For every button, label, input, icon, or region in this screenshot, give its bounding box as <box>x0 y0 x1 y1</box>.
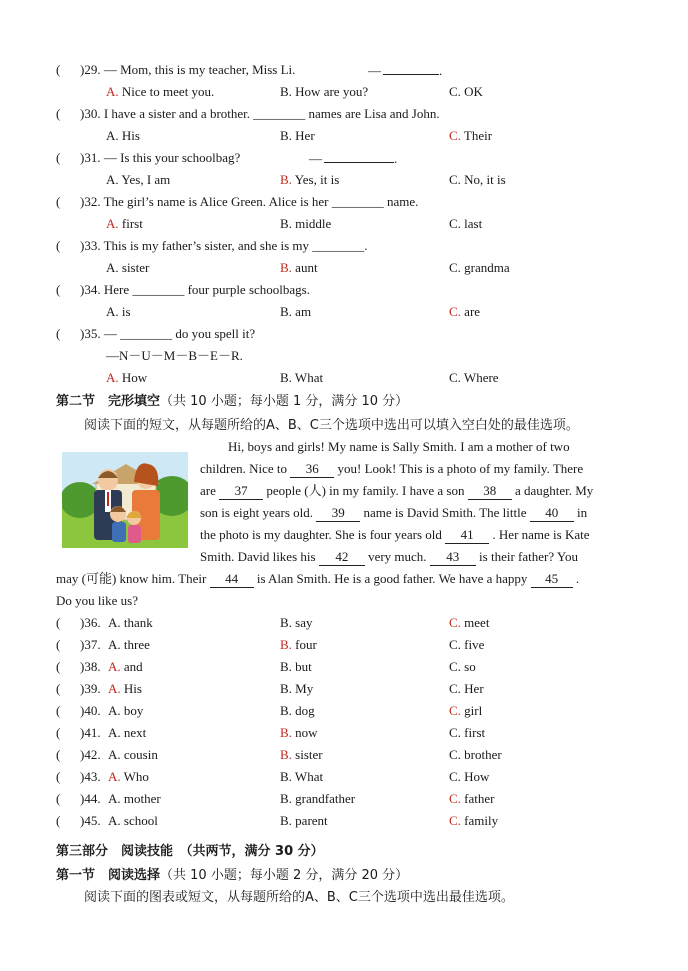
part-detail: （共两节，满分 30 分） <box>186 844 324 859</box>
passage-text: in <box>576 505 588 520</box>
option-letter: A. <box>108 703 121 718</box>
question-number: )36. <box>80 615 101 630</box>
passage-line <box>228 436 570 458</box>
passage-line <box>56 568 579 590</box>
option-text: last <box>460 216 483 231</box>
option-text: now <box>291 725 318 740</box>
option-letter: A. <box>106 84 119 99</box>
question-number: )40. <box>80 703 101 718</box>
option-text: so <box>460 659 476 674</box>
question-row <box>0 700 688 722</box>
option-text: Where <box>460 370 499 385</box>
passage-text: are <box>200 483 216 498</box>
option-c <box>449 169 506 191</box>
answer-paren: ( <box>56 615 61 630</box>
option-b <box>280 700 315 722</box>
option-b <box>280 810 328 832</box>
passage-text: you! Look! This is a photo of my family. There <box>337 461 584 476</box>
option-letter: C. <box>449 304 461 319</box>
option-letter: B. <box>280 747 292 762</box>
question-stem: )29. — Mom, this is my teacher, Miss Li. <box>80 62 296 77</box>
question-number: )38. <box>80 659 101 674</box>
option-b <box>280 744 323 766</box>
question-stem: )35. — ________ do you spell it? <box>80 326 256 341</box>
option-c <box>449 367 499 389</box>
options-row <box>0 125 688 147</box>
question-row <box>0 59 688 81</box>
option-a <box>108 722 146 744</box>
option-text: say <box>291 615 313 630</box>
question-number: )37. <box>80 637 101 652</box>
spelling-row <box>0 345 688 367</box>
option-text: His <box>120 681 142 696</box>
option-letter: C. <box>449 172 461 187</box>
cloze-blank: 38 <box>468 483 512 500</box>
option-letter: C. <box>449 813 461 828</box>
passage-line <box>200 502 587 524</box>
option-c <box>449 700 482 722</box>
answer-paren: ( <box>56 282 61 297</box>
answer-paren: ( <box>56 62 61 77</box>
options-row <box>0 367 688 389</box>
option-letter: C. <box>449 769 461 784</box>
option-letter: A. <box>108 681 121 696</box>
option-text: first <box>118 216 143 231</box>
section-instruction: 阅读下面的图表或短文，从每题所给的A、B、C三个选项中选出最佳选项。 <box>84 890 514 905</box>
option-letter: A. <box>108 725 121 740</box>
option-c <box>449 678 484 700</box>
answer-blank <box>324 147 394 163</box>
option-text: cousin <box>120 747 158 762</box>
option-c <box>449 722 485 744</box>
option-letter: C. <box>449 747 461 762</box>
passage-line <box>200 524 590 546</box>
option-a <box>106 367 147 389</box>
option-text: family <box>460 813 499 828</box>
passage-text: very much. <box>368 549 427 564</box>
option-letter: B. <box>280 813 292 828</box>
question-number: )44. <box>80 791 101 806</box>
option-letter: A. <box>106 260 119 275</box>
answer-paren: ( <box>56 238 61 253</box>
option-text: sister <box>291 747 323 762</box>
spelling-answer: —N－U－M－B－E－R. <box>106 348 243 363</box>
passage-text: son is eight years old. <box>200 505 314 520</box>
option-letter: C. <box>449 681 461 696</box>
option-text: aunt <box>291 260 318 275</box>
answer-paren: ( <box>56 769 61 784</box>
question-row <box>0 766 688 788</box>
option-letter: B. <box>280 703 292 718</box>
section-detail: （共 10 小题；每小题 2 分，满分 20 分） <box>160 868 409 883</box>
option-text: meet <box>460 615 490 630</box>
option-letter: B. <box>280 681 292 696</box>
option-a <box>108 766 149 788</box>
option-a <box>108 810 158 832</box>
option-text: am <box>291 304 312 319</box>
option-text: are <box>460 304 481 319</box>
option-letter: B. <box>280 791 292 806</box>
passage-text: Smith. David likes his <box>200 549 316 564</box>
question-row <box>0 103 688 125</box>
option-text: sister <box>118 260 150 275</box>
option-b <box>280 169 339 191</box>
option-b <box>280 678 313 700</box>
passage-text: name is David Smith. The little <box>363 505 527 520</box>
section-heading <box>56 864 408 883</box>
option-a <box>106 169 170 191</box>
option-letter: C. <box>449 791 461 806</box>
option-text: How are you? <box>291 84 369 99</box>
option-text: His <box>118 128 140 143</box>
question-row <box>0 147 688 169</box>
options-row <box>0 257 688 279</box>
option-a <box>106 125 140 147</box>
option-letter: B. <box>280 637 292 652</box>
passage-text: Do you like us? <box>56 593 138 608</box>
section-heading <box>56 390 408 409</box>
passage-text: . Her name is Kate <box>492 527 590 542</box>
option-text: Who <box>120 769 149 784</box>
answer-paren: ( <box>56 703 61 718</box>
option-text: middle <box>291 216 332 231</box>
question-stem: )33. This is my father’s sister, and she is my ________. <box>80 238 368 253</box>
passage-text: people (人) in my family. I have a son <box>266 483 465 498</box>
option-letter: C. <box>449 128 461 143</box>
section-instruction: 阅读下面的短文，从每题所给的A、B、C三个选项中选出可以填入空白处的最佳选项。 <box>84 418 579 433</box>
options-row <box>0 213 688 235</box>
option-letter: B. <box>280 725 292 740</box>
answer-paren: ( <box>56 150 61 165</box>
answer-paren: ( <box>56 813 61 828</box>
option-a <box>106 213 143 235</box>
question-number: )45. <box>80 813 101 828</box>
option-text: is <box>118 304 131 319</box>
option-text: parent <box>291 813 328 828</box>
option-c <box>449 81 483 103</box>
passage-text: Hi, boys and girls! My name is Sally Smith. I am a mother of two <box>228 439 570 454</box>
cloze-blank: 37 <box>219 483 263 500</box>
question-number: )41. <box>80 725 101 740</box>
option-letter: B. <box>280 260 292 275</box>
answer-paren: ( <box>56 194 61 209</box>
question-row <box>0 323 688 345</box>
passage-line <box>200 480 593 502</box>
option-text: boy <box>120 703 144 718</box>
option-text: school <box>120 813 158 828</box>
answer-paren: ( <box>56 106 61 121</box>
question-row <box>0 191 688 213</box>
cloze-blank: 43 <box>430 549 476 566</box>
option-c <box>449 744 502 766</box>
passage-text: a daughter. My <box>514 483 594 498</box>
option-b <box>280 213 331 235</box>
option-b <box>280 656 312 678</box>
option-b <box>280 81 368 103</box>
option-text: No, it is <box>460 172 506 187</box>
cloze-blank: 40 <box>530 505 574 522</box>
option-letter: B. <box>280 370 292 385</box>
option-c <box>449 125 492 147</box>
option-letter: C. <box>449 216 461 231</box>
option-letter: A. <box>106 216 119 231</box>
option-letter: B. <box>280 659 292 674</box>
passage-text: may (可能) know him. Their <box>56 571 207 586</box>
option-letter: C. <box>449 615 461 630</box>
question-row <box>0 678 688 700</box>
cloze-blank: 39 <box>316 505 360 522</box>
option-b <box>280 612 313 634</box>
question-stem: )34. Here ________ four purple schoolbags. <box>80 282 310 297</box>
option-b <box>280 788 355 810</box>
option-letter: B. <box>280 769 292 784</box>
question-number: )42. <box>80 747 101 762</box>
option-letter: A. <box>106 304 119 319</box>
option-text: but <box>291 659 312 674</box>
option-b <box>280 257 318 279</box>
option-b <box>280 301 311 323</box>
question-row <box>0 810 688 832</box>
section-title: 第一节 阅读选择 <box>56 868 161 883</box>
question-row <box>0 279 688 301</box>
option-a <box>106 257 149 279</box>
option-letter: B. <box>280 84 292 99</box>
question-row <box>0 612 688 634</box>
option-c <box>449 301 480 323</box>
option-letter: A. <box>108 747 121 762</box>
option-c <box>449 612 489 634</box>
option-b <box>280 367 323 389</box>
option-letter: C. <box>449 703 461 718</box>
option-text: next <box>120 725 147 740</box>
answer-paren: ( <box>56 637 61 652</box>
option-a <box>108 656 143 678</box>
option-text: Her <box>291 128 315 143</box>
answer-dash: — . <box>368 59 442 82</box>
option-text: brother <box>460 747 502 762</box>
option-text: grandma <box>460 260 510 275</box>
option-c <box>449 788 494 810</box>
part-title: 第三部分 阅读技能 <box>56 844 187 859</box>
cloze-blank: 44 <box>210 571 254 588</box>
passage-text: the photo is my daughter. She is four years old <box>200 527 442 542</box>
option-letter: B. <box>280 304 292 319</box>
family-photo-illustration <box>62 452 188 548</box>
question-number: )39. <box>80 681 101 696</box>
question-row <box>0 788 688 810</box>
question-row <box>0 722 688 744</box>
part-heading <box>56 840 324 859</box>
passage-line <box>200 458 583 480</box>
option-letter: A. <box>108 637 121 652</box>
answer-paren: ( <box>56 681 61 696</box>
question-stem: )31. — Is this your schoolbag? <box>80 150 241 165</box>
option-c <box>449 766 489 788</box>
option-letter: A. <box>108 769 121 784</box>
option-text: four <box>291 637 317 652</box>
option-letter: C. <box>449 84 461 99</box>
option-letter: C. <box>449 659 461 674</box>
option-text: mother <box>120 791 161 806</box>
option-b <box>280 125 315 147</box>
question-stem: )30. I have a sister and a brother. ________ names are Lisa and John. <box>80 106 440 121</box>
question-row <box>0 634 688 656</box>
option-c <box>449 634 484 656</box>
option-a <box>106 81 214 103</box>
options-row <box>0 81 688 103</box>
answer-paren: ( <box>56 326 61 341</box>
option-text: Their <box>460 128 493 143</box>
section-title: 第二节 完形填空 <box>56 394 161 409</box>
option-a <box>108 788 161 810</box>
option-c <box>449 257 510 279</box>
option-text: thank <box>120 615 153 630</box>
answer-blank <box>383 59 439 75</box>
option-a <box>108 700 143 722</box>
option-letter: A. <box>108 615 121 630</box>
option-b <box>280 766 323 788</box>
passage-text: children. Nice to <box>200 461 287 476</box>
answer-dash: — . <box>309 147 397 170</box>
passage-text: is their father? You <box>479 549 578 564</box>
options-row <box>0 301 688 323</box>
option-a <box>106 301 131 323</box>
option-text: Her <box>460 681 484 696</box>
option-text: Yes, I am <box>118 172 171 187</box>
option-letter: A. <box>108 791 121 806</box>
passage-text: . <box>575 571 580 586</box>
option-text: first <box>460 725 486 740</box>
cloze-blank: 45 <box>531 571 573 588</box>
option-text: What <box>291 769 324 784</box>
option-letter: B. <box>280 216 292 231</box>
option-a <box>108 744 158 766</box>
passage-line <box>56 590 138 612</box>
section-detail: （共 10 小题；每小题 1 分，满分 10 分） <box>160 394 409 409</box>
cloze-blank: 36 <box>290 461 334 478</box>
option-letter: A. <box>106 128 119 143</box>
question-row <box>0 744 688 766</box>
answer-paren: ( <box>56 725 61 740</box>
option-text: dog <box>291 703 315 718</box>
option-a <box>108 634 150 656</box>
option-text: girl <box>460 703 483 718</box>
option-text: Nice to meet you. <box>118 84 215 99</box>
option-a <box>108 612 153 634</box>
option-text: OK <box>460 84 483 99</box>
option-c <box>449 213 482 235</box>
question-row <box>0 656 688 678</box>
question-number: )43. <box>80 769 101 784</box>
option-letter: A. <box>108 813 121 828</box>
option-text: three <box>120 637 150 652</box>
option-text: Yes, it is <box>291 172 340 187</box>
passage-line <box>200 546 578 568</box>
answer-paren: ( <box>56 747 61 762</box>
option-text: five <box>460 637 485 652</box>
option-text: How <box>460 769 490 784</box>
option-letter: A. <box>108 659 121 674</box>
option-c <box>449 810 498 832</box>
option-b <box>280 634 317 656</box>
option-letter: C. <box>449 637 461 652</box>
cloze-blank: 41 <box>445 527 489 544</box>
question-stem: )32. The girl’s name is Alice Green. Alice is her ________ name. <box>80 194 419 209</box>
option-letter: C. <box>449 260 461 275</box>
option-letter: C. <box>449 725 461 740</box>
passage-text: is Alan Smith. He is a good father. We have a happy <box>256 571 528 586</box>
option-letter: C. <box>449 370 461 385</box>
option-text: How <box>118 370 148 385</box>
option-c <box>449 656 476 678</box>
option-letter: A. <box>106 370 119 385</box>
option-text: grandfather <box>291 791 356 806</box>
answer-paren: ( <box>56 659 61 674</box>
options-row <box>0 169 688 191</box>
cloze-blank: 42 <box>319 549 365 566</box>
option-letter: B. <box>280 615 292 630</box>
option-text: What <box>291 370 324 385</box>
option-a <box>108 678 142 700</box>
option-letter: A. <box>106 172 119 187</box>
option-text: father <box>460 791 495 806</box>
question-row <box>0 235 688 257</box>
option-text: and <box>120 659 143 674</box>
option-letter: B. <box>280 172 292 187</box>
option-b <box>280 722 318 744</box>
option-text: My <box>291 681 314 696</box>
option-letter: B. <box>280 128 292 143</box>
answer-paren: ( <box>56 791 61 806</box>
